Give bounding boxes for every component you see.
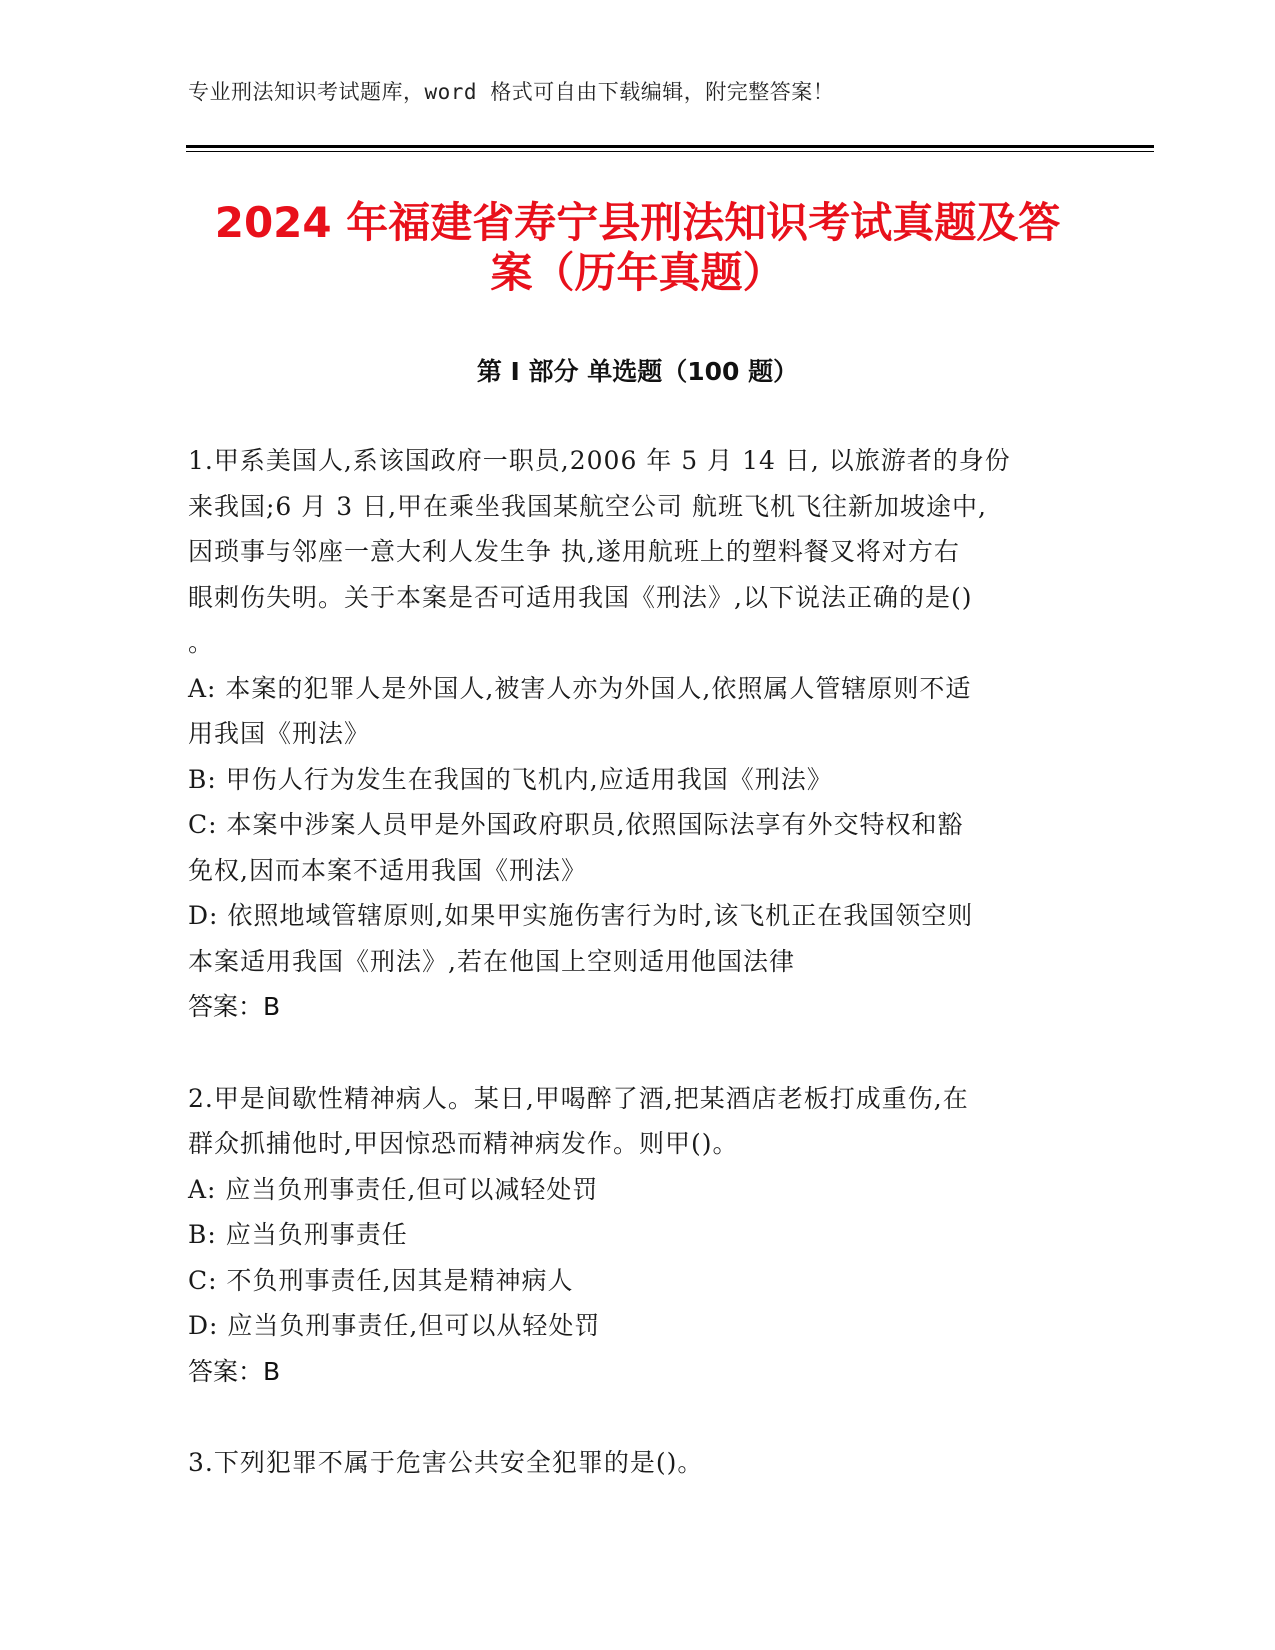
question-item <box>188 1440 1088 1486</box>
option-text-line: 免权,因而本案不适用我国《刑法》 <box>188 855 587 885</box>
question-spacer <box>188 1394 1088 1440</box>
question-spacer <box>188 1030 1088 1076</box>
document-title-line2: 案（历年真题） <box>490 248 785 297</box>
header-rule-thick <box>186 145 1154 148</box>
option-text-line: A: 本案的犯罪人是外国人,被害人亦为外国人,依照属人管辖原则不适 <box>188 673 972 703</box>
question-stem-line: 3.下列犯罪不属于危害公共安全犯罪的是()。 <box>188 1448 704 1477</box>
option-a <box>188 666 1088 757</box>
question-stem-line: 群众抓捕他时,甲因惊恐而精神病发作。则甲()。 <box>188 1129 739 1158</box>
question-stem-line: 。 <box>188 628 215 657</box>
question-stem-line: 1.甲系美国人,系该国政府一职员,2006 年 5 月 14 日, 以旅游者的身份 <box>188 446 1011 475</box>
answer-label: 答案：B <box>188 992 281 1021</box>
question-list <box>188 438 1088 1486</box>
option-text-line: 本案适用我国《刑法》,若在他国上空则适用他国法律 <box>188 946 795 976</box>
header-rule-thin <box>186 151 1154 152</box>
option-c <box>188 802 1088 893</box>
option-c <box>188 1258 1088 1304</box>
option-d <box>188 893 1088 984</box>
question-stem-line: 眼刺伤失明。关于本案是否可适用我国《刑法》,以下说法正确的是() <box>188 582 973 612</box>
option-text-line: D: 依照地域管辖原则,如果甲实施伤害行为时,该飞机正在我国领空则 <box>188 901 974 930</box>
question-stem-line: 来我国;6 月 3 日,甲在乘坐我国某航空公司 航班飞机飞往新加坡途中, <box>188 491 987 521</box>
option-a <box>188 1167 1088 1213</box>
answer-label: 答案：B <box>188 1356 281 1386</box>
header-note: 专业刑法知识考试题库，word 格式可自由下载编辑，附完整答案！ <box>188 80 835 104</box>
option-text-line: A: 应当负刑事责任,但可以减轻处罚 <box>188 1174 599 1204</box>
option-text-line: D: 应当负刑事责任,但可以从轻处罚 <box>188 1311 601 1340</box>
option-b <box>188 757 1088 803</box>
document-title <box>140 198 1135 298</box>
option-d <box>188 1303 1088 1349</box>
question-item <box>188 1076 1088 1395</box>
section-title: 第 I 部分 单选题（100 题） <box>476 357 799 386</box>
option-text-line: C: 不负刑事责任,因其是精神病人 <box>188 1265 574 1295</box>
question-stem-line: 因琐事与邻座一意大利人发生争 执,遂用航班上的塑料餐叉将对方右 <box>188 537 960 566</box>
option-text-line: B: 应当负刑事责任 <box>188 1220 408 1249</box>
option-text-line: C: 本案中涉案人员甲是外国政府职员,依照国际法享有外交特权和豁 <box>188 810 964 839</box>
option-text-line: B: 甲伤人行为发生在我国的飞机内,应适用我国《刑法》 <box>188 764 833 794</box>
option-text-line: 用我国《刑法》 <box>188 719 371 748</box>
option-b <box>188 1212 1088 1258</box>
document-title-line1: 2024 年福建省寿宁县刑法知识考试真题及答 <box>214 198 1061 247</box>
question-item <box>188 438 1088 1030</box>
question-stem-line: 2.甲是间歇性精神病人。某日,甲喝醉了酒,把某酒店老板打成重伤,在 <box>188 1083 969 1113</box>
